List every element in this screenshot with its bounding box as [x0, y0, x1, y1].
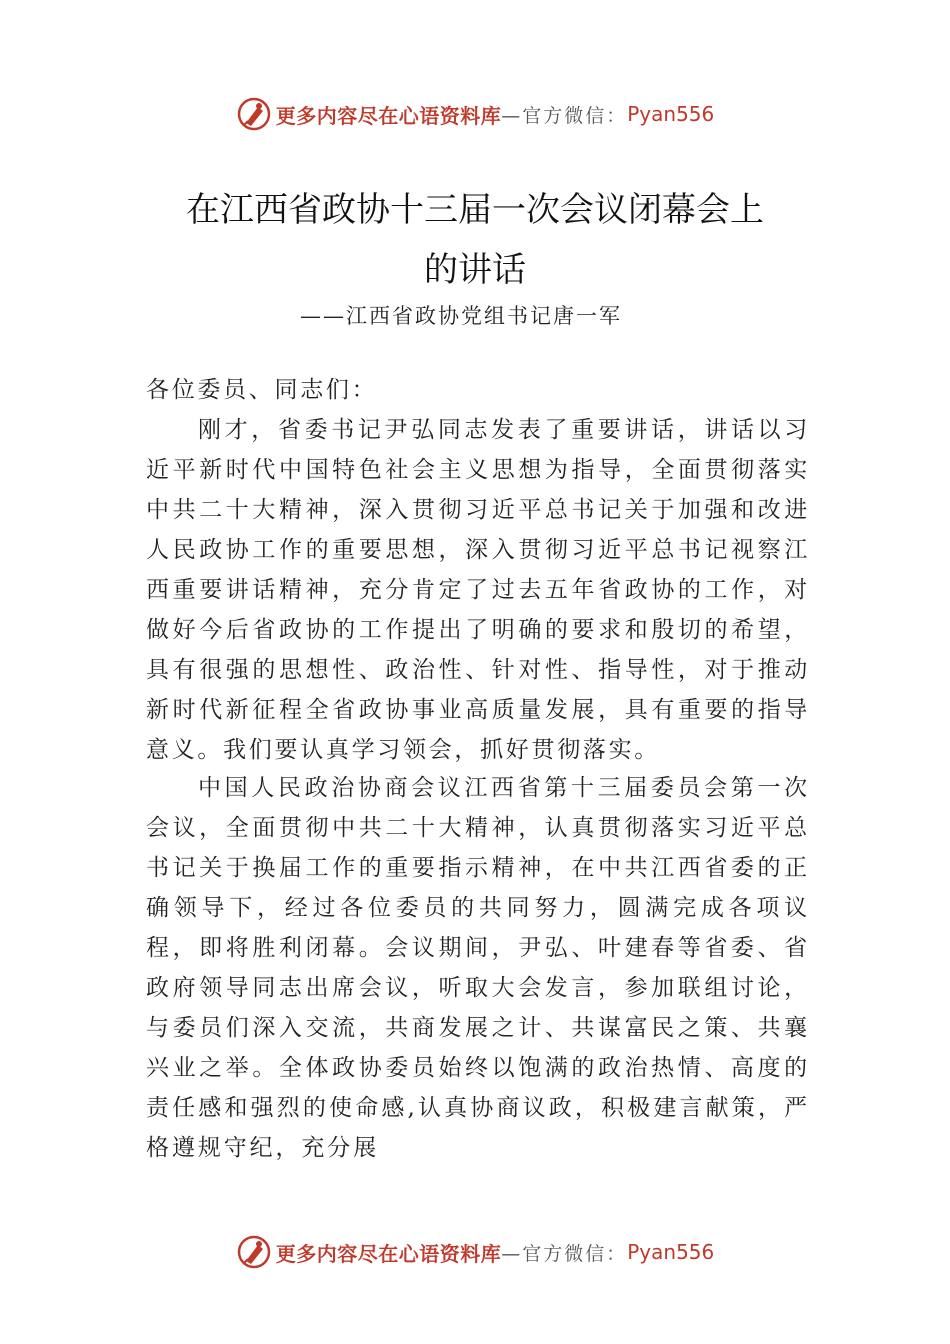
bottom-watermark-banner	[0, 1232, 950, 1272]
paragraph-1: 刚才，省委书记尹弘同志发表了重要讲话，讲话以习近平新时代中国特色社会主义思想为指导，全面贯彻落实中共二十大精神，深入贯彻习近平总书记关于加强和改进人民政协工作的重要思想，深入贯彻习近平总书记视察江西重要讲话精神，充分肯定了过去五年省政协的工作，对做好今后省政协的工作提出了明确的要求和殷切的希望，具有很强的思想性、政治性、针对性、指导性，对于推动新时代新征程全省政协事业高质量发展，具有重要的指导意义。我们要认真学习领会，抓好贯彻落实。	[146, 417, 810, 763]
watermark-wechat-id: Pyan556	[627, 102, 715, 126]
greeting: 各位委员、同志们：	[146, 377, 378, 403]
watermark-separator: —官方微信：	[501, 1242, 628, 1265]
document-subtitle: ——江西省政协党组书记唐一军	[300, 304, 622, 328]
pen-nib-logo-icon	[236, 96, 272, 132]
watermark-wechat-id: Pyan556	[627, 1240, 715, 1264]
pen-nib-logo-icon	[236, 1234, 272, 1270]
watermark-brand: 更多内容尽在心语资料库	[275, 103, 502, 128]
watermark-separator: —官方微信：	[501, 104, 628, 127]
paragraph-2: 中国人民政治协商会议江西省第十三届委员会第一次会议，全面贯彻中共二十大精神，认真贯彻落实习近平总书记关于换届工作的重要指示精神，在中共江西省委的正确领导下，经过各位委员的共同努力，圆满完成各项议程，即将胜利闭幕。会议期间，尹弘、叶建春等省委、省政府领导同志出席会议，听取大会发言，参加联组讨论，与委员们深入交流，共商发展之计、共谋富民之策、共襄兴业之举。全体政协委员始终以饱满的政治热情、高度的责任感和强烈的使命感,认真协商议政，积极建言献策，严格遵规守纪，充分展	[146, 775, 810, 1161]
top-watermark-banner	[0, 94, 950, 134]
watermark-brand: 更多内容尽在心语资料库	[275, 1241, 502, 1266]
document-title-line2: 的讲话	[424, 250, 526, 290]
document-title-line1: 在江西省政协十三届一次会议闭幕会上	[186, 190, 764, 230]
